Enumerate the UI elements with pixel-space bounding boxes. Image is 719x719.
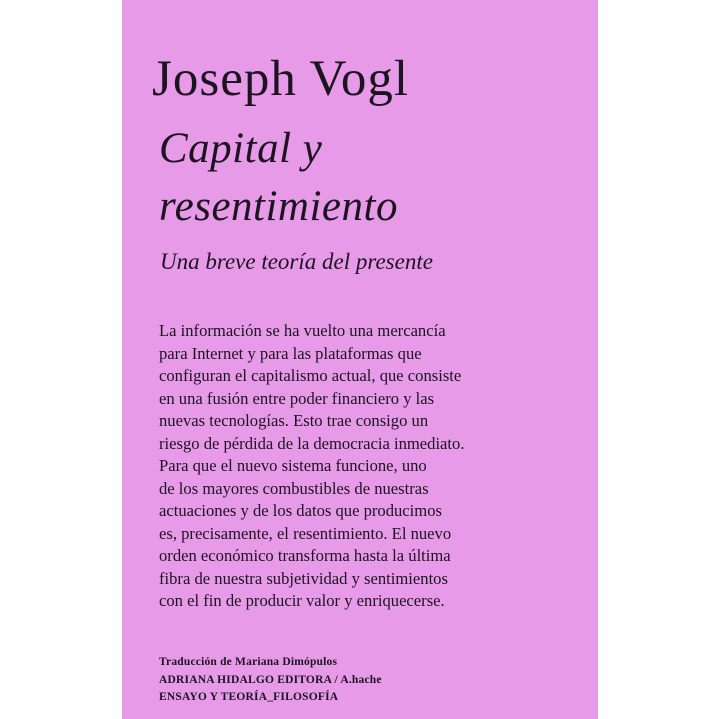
- blurb-line: configuran el capitalismo actual, que consiste: [159, 366, 462, 385]
- publisher-name: ADRIANA HIDALGO EDITORA / A.hache: [159, 673, 382, 686]
- blurb-line: en una fusión entre poder financiero y las: [159, 388, 435, 408]
- book-cover: [122, 0, 598, 719]
- blurb-line: riesgo de pérdida de la democracia inmediato.: [159, 433, 465, 453]
- author-name: Joseph Vogl: [152, 51, 410, 107]
- back-cover-blurb: [159, 320, 598, 613]
- blurb-line: nuevas tecnologías. Esto trae consigo un: [159, 411, 429, 430]
- translator-credit: Traducción de Mariana Dimópulos: [159, 656, 338, 668]
- title-line: resentimiento: [159, 183, 398, 230]
- blurb-line: es, precisamente, el resentimiento. El nuevo: [159, 523, 452, 543]
- blurb-line: Para que el nuevo sistema funcione, uno: [159, 456, 427, 475]
- blurb-line: orden económico transforma hasta la última: [159, 546, 451, 565]
- book-subtitle: Una breve teoría del presente: [160, 249, 433, 274]
- collection-name: ENSAYO Y TEORÍA_FILOSOFÍA: [159, 691, 339, 703]
- blurb-line: fibra de nuestra subjetividad y sentimientos: [159, 568, 448, 588]
- credits-block: [159, 654, 382, 707]
- blurb-line: de los mayores combustibles de nuestras: [159, 478, 429, 498]
- blurb-line: La información se ha vuelto una mercancía: [159, 321, 446, 340]
- blurb-line: con el fin de producir valor y enriquecerse.: [159, 591, 445, 610]
- book-title: [159, 120, 398, 236]
- blurb-line: para Internet y para las plataformas que: [159, 343, 422, 363]
- blurb-line: actuaciones y de los datos que producimos: [159, 501, 442, 520]
- title-line: Capital y: [159, 125, 323, 172]
